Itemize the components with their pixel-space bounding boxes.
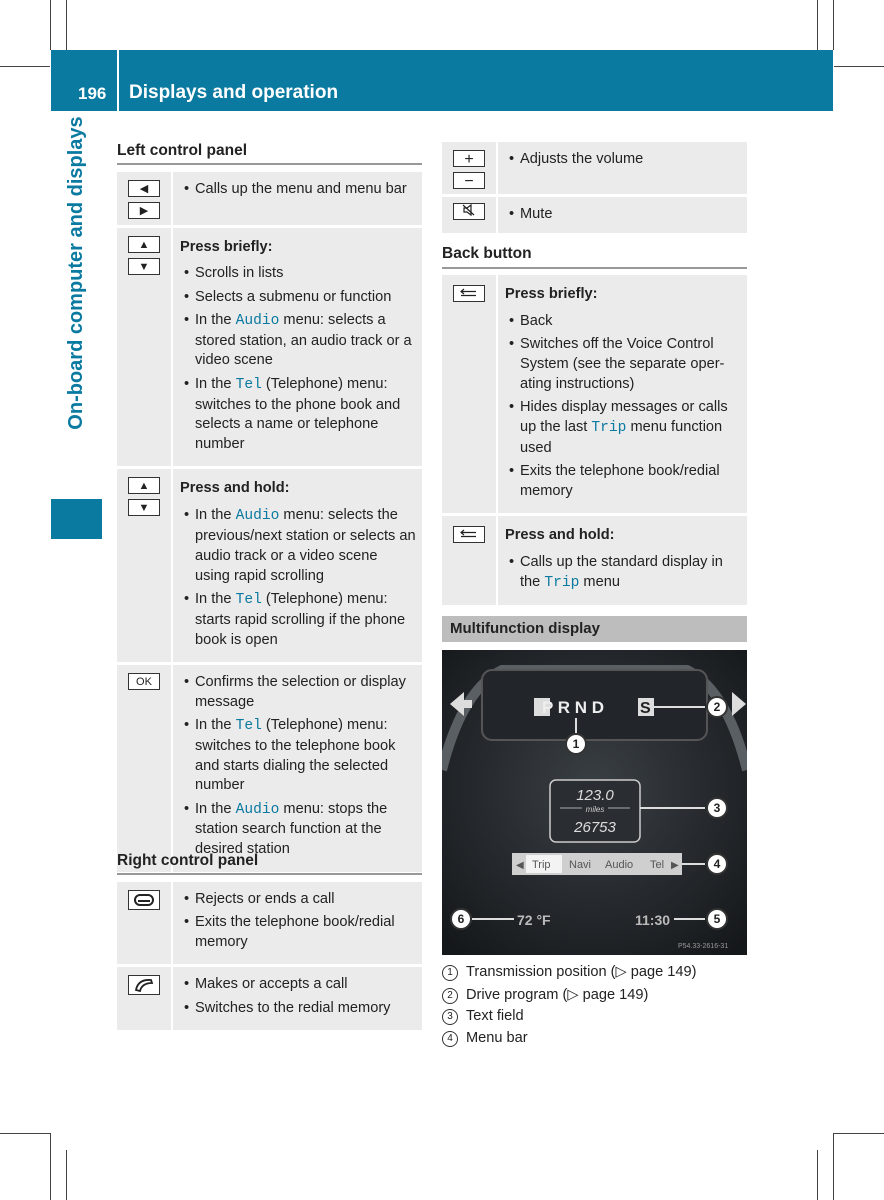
list-item: • Rejects or ends a call bbox=[180, 890, 416, 910]
menu-trip: Trip bbox=[532, 859, 551, 871]
minus-key-icon: − bbox=[453, 172, 485, 189]
caption-3 bbox=[442, 1008, 524, 1025]
svg-text:▶: ▶ bbox=[671, 860, 679, 871]
key-cell bbox=[117, 663, 172, 873]
side-tab-marker bbox=[51, 499, 102, 539]
press-hold-label: Press and hold: bbox=[180, 480, 290, 497]
back-key-icon bbox=[453, 526, 485, 543]
list-item bbox=[180, 506, 416, 586]
crop-mark bbox=[833, 0, 834, 50]
left-panel-heading: Left control panel bbox=[117, 142, 248, 159]
side-tab-label: On-board computer and displays bbox=[65, 116, 87, 430]
audio-menu-code: Audio bbox=[235, 508, 280, 525]
list-item: • Exits the telephone book/redial memory bbox=[180, 913, 416, 953]
crop-mark bbox=[833, 1133, 834, 1200]
crop-mark bbox=[817, 1150, 818, 1200]
list-item bbox=[505, 398, 741, 458]
list-item: • Scrolls in lists bbox=[180, 264, 416, 284]
crop-mark bbox=[0, 1133, 50, 1134]
back-key-icon bbox=[453, 285, 485, 302]
tel-menu-code: Tel bbox=[235, 376, 262, 393]
callout-2: 2 bbox=[713, 700, 721, 714]
multifunction-display-image bbox=[442, 650, 747, 955]
trip-menu-code: Trip bbox=[544, 574, 580, 591]
header-bar bbox=[51, 50, 833, 111]
crop-mark bbox=[66, 0, 67, 50]
text: menu: selects a stored station, an audio track or a video scene bbox=[195, 311, 412, 369]
image-code: P54.33-2616-31 bbox=[678, 943, 729, 950]
table-row bbox=[442, 196, 747, 235]
menu-tel: Tel bbox=[650, 859, 665, 871]
volume-table bbox=[442, 142, 747, 236]
callout-4: 4 bbox=[713, 857, 721, 871]
crop-mark bbox=[834, 1133, 884, 1134]
gear-indicator: P R N D bbox=[542, 698, 605, 717]
text: Hides display messages or calls up the last bbox=[520, 398, 728, 435]
table-row bbox=[117, 172, 422, 226]
text: (Telephone) menu: starts rapid scrolling if the phone book is open bbox=[195, 590, 406, 648]
text: menu bbox=[579, 573, 620, 590]
phone-icon bbox=[128, 975, 160, 995]
callout-3: 3 bbox=[713, 801, 721, 815]
clock: 11:30 bbox=[635, 912, 671, 928]
text: menu: selects the previous/next station or selects an audio track or a video scene using rapid scrolling bbox=[195, 507, 416, 584]
press-hold-label: Press and hold: bbox=[505, 526, 615, 543]
key-cell bbox=[117, 468, 172, 663]
description-cell bbox=[172, 663, 422, 873]
key-cell bbox=[442, 275, 497, 514]
crop-mark bbox=[0, 66, 50, 67]
table-row bbox=[442, 514, 747, 606]
unit-label: miles bbox=[585, 805, 605, 814]
list-item: • Mute bbox=[505, 205, 741, 225]
crop-mark bbox=[66, 1150, 67, 1200]
right-panel-heading: Right control panel bbox=[117, 852, 259, 869]
page-title: Displays and operation bbox=[129, 82, 339, 103]
key-cell bbox=[442, 142, 497, 196]
up-arrow-key-icon: ▲ bbox=[128, 236, 160, 253]
text: In the bbox=[195, 716, 236, 733]
table-row bbox=[117, 882, 422, 966]
section-rule bbox=[117, 873, 422, 875]
press-briefly-label: Press briefly: bbox=[180, 238, 273, 255]
crop-mark bbox=[834, 66, 884, 67]
tel-menu-code: Tel bbox=[235, 717, 262, 734]
table-row bbox=[117, 663, 422, 873]
list-item: • Exits the telephone book/redial memory bbox=[505, 462, 741, 502]
list-item bbox=[505, 553, 741, 594]
hang-up-icon bbox=[128, 890, 160, 910]
description-cell bbox=[497, 275, 747, 514]
text: In the bbox=[195, 311, 236, 328]
text: menu: stops the station search function at the desired station bbox=[195, 800, 388, 858]
caption-text: Menu bar bbox=[466, 1030, 528, 1046]
list-item: • Makes or accepts a call bbox=[180, 975, 416, 995]
left-arrow-key-icon: ◀ bbox=[128, 180, 160, 197]
odometer-value: 26753 bbox=[574, 819, 616, 836]
caption-number: 2 bbox=[442, 988, 458, 1004]
text: Calls up the standard display in the bbox=[520, 553, 723, 590]
key-cell bbox=[442, 196, 497, 235]
section-rule bbox=[117, 163, 422, 165]
key-cell bbox=[117, 966, 172, 1032]
description-cell bbox=[497, 196, 747, 235]
caption-text: Transmission position (▷ page 149) bbox=[466, 964, 697, 980]
text: In the bbox=[195, 800, 236, 817]
tel-menu-code: Tel bbox=[235, 591, 262, 608]
left-panel-table bbox=[117, 172, 422, 875]
callout-5: 5 bbox=[713, 912, 721, 926]
down-arrow-key-icon: ▼ bbox=[128, 499, 160, 516]
description-cell bbox=[172, 966, 422, 1032]
multifunction-heading: Multifunction display bbox=[442, 616, 747, 642]
list-item: • Adjusts the volume bbox=[505, 150, 741, 170]
caption-text: Drive program (▷ page 149) bbox=[466, 987, 649, 1003]
list-item: • Calls up the menu and menu bar bbox=[180, 180, 416, 200]
list-item: • Confirms the selection or display message bbox=[180, 673, 416, 713]
text: In the bbox=[195, 590, 236, 607]
page-number: 196 bbox=[78, 84, 107, 103]
right-panel-table bbox=[117, 882, 422, 1033]
audio-menu-code: Audio bbox=[235, 312, 280, 329]
ok-key-icon: OK bbox=[128, 673, 160, 690]
list-item bbox=[180, 311, 416, 371]
description-cell bbox=[172, 172, 422, 226]
up-arrow-key-icon: ▲ bbox=[128, 477, 160, 494]
description-cell bbox=[172, 226, 422, 468]
table-row bbox=[117, 966, 422, 1032]
table-row bbox=[117, 468, 422, 663]
list-item bbox=[180, 375, 416, 455]
list-item: • Selects a submenu or function bbox=[180, 288, 416, 308]
mute-key-icon bbox=[453, 203, 485, 220]
temperature: 72 °F bbox=[517, 912, 551, 928]
text: (Telephone) menu: switches to the phone book and selects a name or telephone number bbox=[195, 375, 401, 453]
caption-number: 4 bbox=[442, 1031, 458, 1047]
list-item bbox=[180, 716, 416, 796]
plus-key-icon: + bbox=[453, 150, 485, 167]
crop-mark bbox=[50, 0, 51, 50]
press-briefly-label: Press briefly: bbox=[505, 286, 598, 302]
menu-navi: Navi bbox=[569, 859, 592, 871]
caption-1 bbox=[442, 963, 697, 981]
audio-menu-code: Audio bbox=[235, 801, 280, 818]
callout-6: 6 bbox=[457, 912, 465, 926]
trip-value: 123.0 bbox=[576, 787, 614, 804]
table-row bbox=[117, 226, 422, 468]
header-divider bbox=[117, 50, 119, 111]
text: (Telephone) menu: switches to the telephone book and starts dialing the selected number bbox=[195, 716, 396, 794]
list-item bbox=[180, 800, 416, 860]
list-item: • Back bbox=[505, 312, 741, 332]
svg-text:◀: ◀ bbox=[516, 860, 524, 871]
text: In the bbox=[195, 507, 236, 524]
key-cell bbox=[117, 226, 172, 468]
section-rule bbox=[442, 267, 747, 269]
caption-text: Text field bbox=[466, 1008, 524, 1024]
right-arrow-key-icon: ▶ bbox=[128, 202, 160, 219]
table-row bbox=[442, 142, 747, 196]
list-item: • Switches to the redial memory bbox=[180, 999, 416, 1019]
text: menu function used bbox=[520, 418, 723, 456]
table-row bbox=[442, 275, 747, 514]
side-tab bbox=[51, 111, 102, 539]
crop-mark bbox=[817, 0, 818, 50]
caption-number: 3 bbox=[442, 1009, 458, 1025]
key-cell bbox=[117, 882, 172, 966]
text: In the bbox=[195, 375, 236, 392]
caption-4 bbox=[442, 1030, 528, 1047]
back-button-table bbox=[442, 275, 747, 608]
key-cell bbox=[117, 172, 172, 226]
caption-number: 1 bbox=[442, 965, 458, 981]
trip-menu-code: Trip bbox=[591, 419, 627, 436]
list-item bbox=[180, 590, 416, 650]
caption-2 bbox=[442, 986, 648, 1004]
list-item: • Switches off the Voice Control System (see the separate oper-ating instructions) bbox=[505, 335, 741, 394]
description-cell bbox=[172, 468, 422, 663]
crop-mark bbox=[50, 1133, 51, 1200]
drive-program: S bbox=[640, 700, 651, 717]
callout-1: 1 bbox=[572, 737, 580, 751]
menu-audio: Audio bbox=[605, 859, 634, 871]
back-button-heading: Back button bbox=[442, 245, 532, 262]
down-arrow-key-icon: ▼ bbox=[128, 258, 160, 275]
description-cell bbox=[497, 142, 747, 196]
description-cell bbox=[497, 514, 747, 606]
description-cell bbox=[172, 882, 422, 966]
key-cell bbox=[442, 514, 497, 606]
